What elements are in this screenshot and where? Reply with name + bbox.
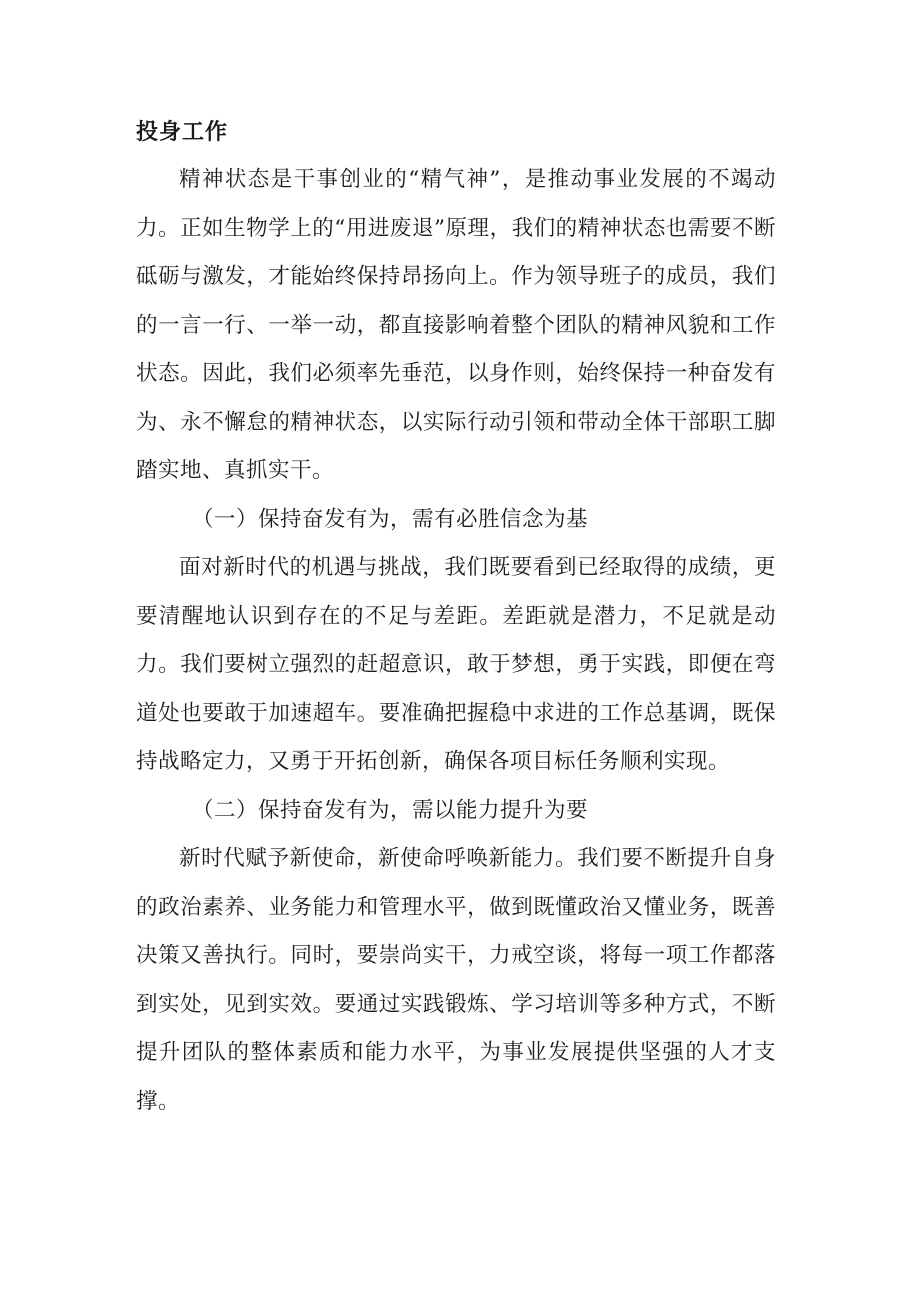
- subsection-2-title: （二）保持奋发有为，需以能力提升为要: [192, 797, 589, 823]
- document-content: [136, 108, 776, 1126]
- subsection-1-body: 面对新时代的机遇与挑战，我们既要看到已经取得的成绩，更要清醒地认识到存在的不足与差距。差距就是潜力，不足就是动力。我们要树立强烈的赶超意识，敢于梦想，勇于实践，即便在弯道处也要敢于加速超车。要准确把握稳中求进的工作总基调，既保持战略定力，又勇于开拓创新，确保各项目标任务顺利实现。: [136, 555, 776, 774]
- intro-paragraph: 精神状态是干事创业的“精气神”，是推动事业发展的不竭动力。正如生物学上的“用进废退”原理，我们的精神状态也需要不断砥砺与激发，才能始终保持昂扬向上。作为领导班子的成员，我们的一言一行、一举一动，都直接影响着整个团队的精神风貌和工作状态。因此，我们必须率先垂范，以身作则，始终保持一种奋发有为、永不懈怠的精神状态，以实际行动引领和带动全体干部职工脚踏实地、真抓实干。: [136, 167, 776, 483]
- subsection-2-body: 新时代赋予新使命，新使命呼唤新能力。我们要不断提升自身的政治素养、业务能力和管理水平，做到既懂政治又懂业务，既善决策又善执行。同时，要崇尚实干，力戒空谈，将每一项工作都落到实处，见到实效。要通过实践锻炼、学习培训等多种方式，不断提升团队的整体素质和能力水平，为事业发展提供坚强的人才支撑。: [136, 846, 776, 1114]
- subsection-1-title: （一）保持奋发有为，需有必胜信念为基: [192, 506, 589, 532]
- section-heading: 投身工作: [136, 119, 229, 145]
